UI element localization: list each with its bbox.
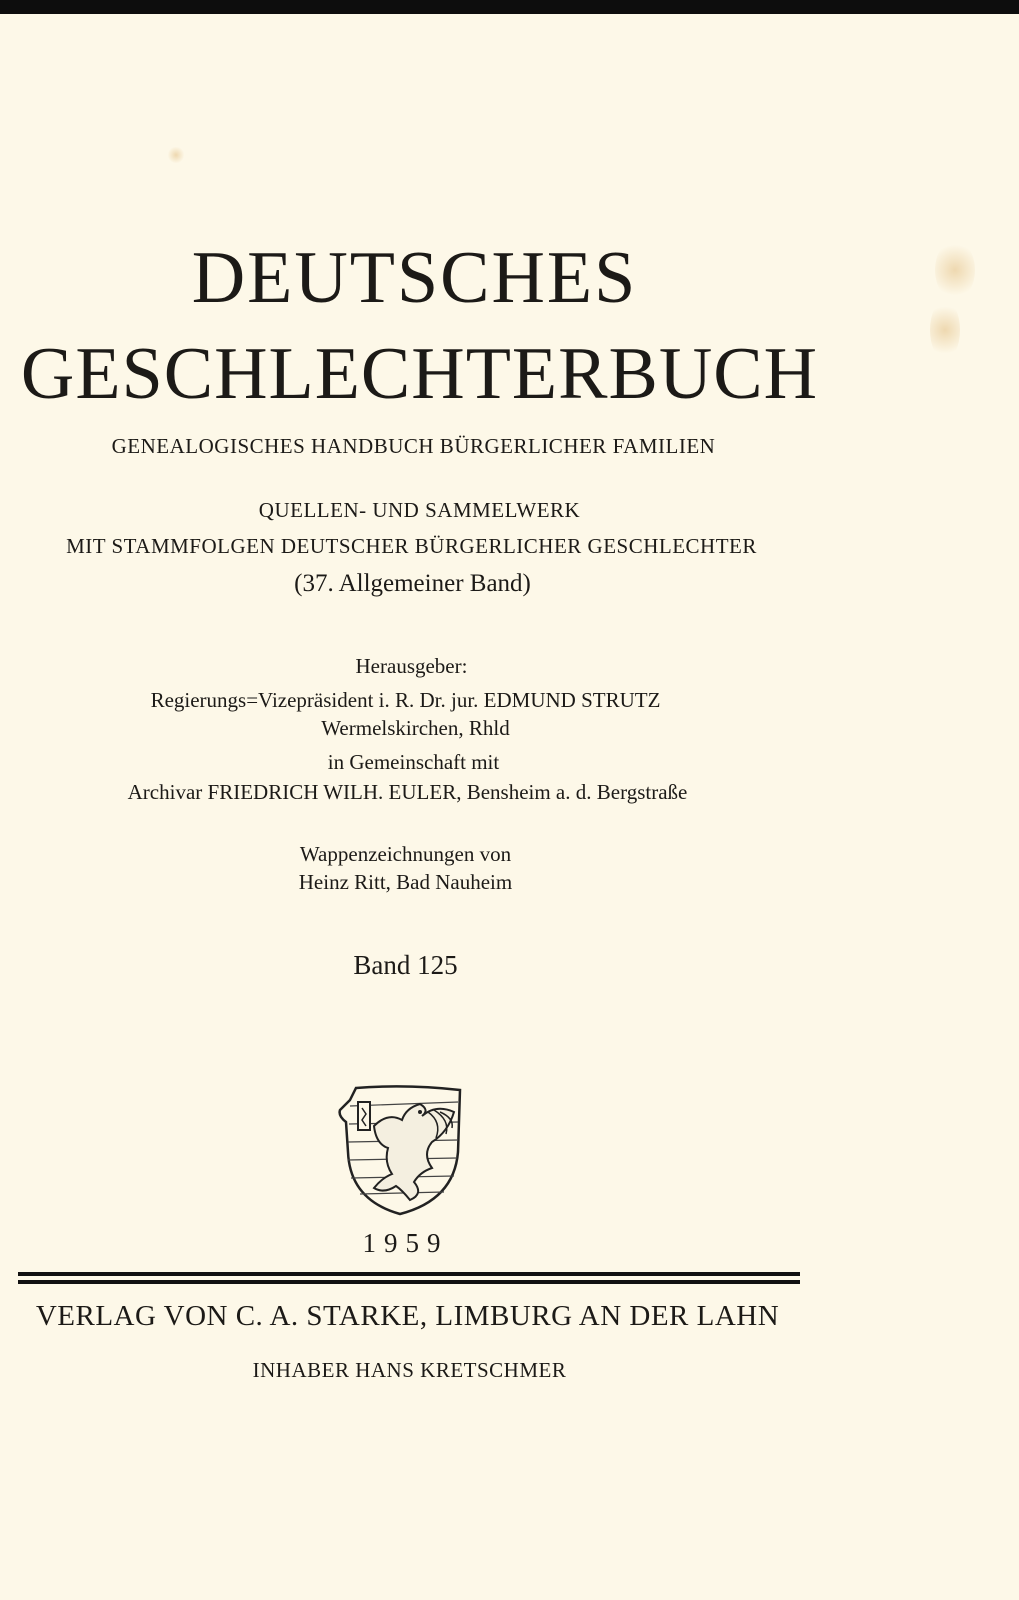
heraldry-artist: Heinz Ritt, Bad Nauheim — [298, 870, 513, 894]
heraldic-griffin-shield-icon — [336, 1082, 470, 1218]
double-rule-bottom — [18, 1280, 800, 1284]
heraldry-label: Wappenzeichnungen von — [299, 842, 512, 866]
double-rule-top — [18, 1272, 800, 1276]
volume-number: Band 125 — [353, 950, 458, 980]
paper-stain — [168, 146, 184, 164]
title-line-1: DEUTSCHES — [191, 237, 638, 319]
subtitle: GENEALOGISCHES HANDBUCH BÜRGERLICHER FAMILIEN — [111, 434, 716, 458]
editor-label: Herausgeber: — [355, 654, 468, 678]
editor-place: Wermelskirchen, Rhld — [321, 716, 510, 740]
title-line-2: GESCHLECHTERBUCH — [20, 333, 819, 415]
paper-stain — [935, 240, 975, 300]
paper-stain — [930, 300, 960, 360]
general-volume: (37. Allgemeiner Band) — [294, 570, 531, 597]
editor-name: Regierungs=Vizepräsident i. R. Dr. jur. EDMUND STRUTZ — [150, 688, 661, 712]
publisher: VERLAG VON C. A. STARKE, LIMBURG AN DER LAHN — [35, 1300, 780, 1332]
scan-border-top — [0, 0, 1019, 14]
coeditor: Archivar FRIEDRICH WILH. EULER, Bensheim a. d. Bergstraße — [127, 780, 688, 804]
publication-year: 1959 — [362, 1228, 449, 1258]
series-line-2: MIT STAMMFOLGEN DEUTSCHER BÜRGERLICHER GESCHLECHTER — [66, 534, 757, 558]
publisher-owner: INHABER HANS KRETSCHMER — [252, 1358, 567, 1382]
cooperation-label: in Gemeinschaft mit — [327, 750, 500, 774]
series-line-1: QUELLEN- UND SAMMELWERK — [258, 498, 581, 522]
